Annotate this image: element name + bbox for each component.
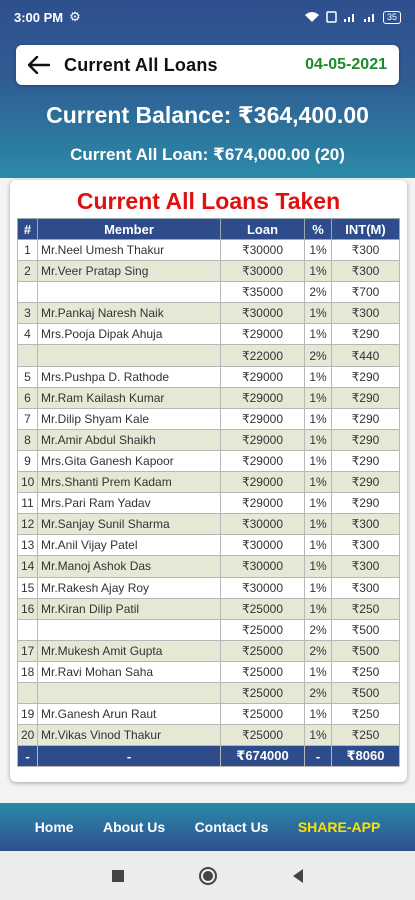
row-num: 20 [18,725,38,746]
interest-rate: 1% [305,303,332,324]
monthly-interest: ₹440 [332,345,400,366]
monthly-interest: ₹300 [332,535,400,556]
row-num: 17 [18,640,38,661]
monthly-interest: ₹500 [332,682,400,703]
loan-amount: ₹30000 [221,240,305,261]
table-row[interactable] [18,324,400,345]
loan-amount: ₹25000 [221,725,305,746]
member-name: Mr.Amir Abdul Shaikh [38,429,221,450]
row-num: 8 [18,429,38,450]
table-row[interactable] [18,514,400,535]
interest-rate: 2% [305,282,332,303]
row-num: 2 [18,261,38,282]
member-name [38,282,221,303]
monthly-interest: ₹250 [332,661,400,682]
loan-amount: ₹30000 [221,514,305,535]
table-row[interactable] [18,261,400,282]
table-row[interactable] [18,682,400,703]
monthly-interest: ₹290 [332,450,400,471]
row-num: 4 [18,324,38,345]
monthly-interest: ₹700 [332,282,400,303]
monthly-interest: ₹500 [332,619,400,640]
nav-share-app[interactable]: SHARE-APP [297,819,381,835]
loan-amount: ₹29000 [221,472,305,493]
interest-rate: 1% [305,240,332,261]
member-name: Mr.Rakesh Ajay Roy [38,577,221,598]
nav-about-us[interactable]: About Us [102,819,166,835]
row-num: 14 [18,556,38,577]
row-num: 1 [18,240,38,261]
loans-card [10,180,407,782]
interest-rate: 1% [305,366,332,387]
loan-amount: ₹25000 [221,619,305,640]
row-num: 12 [18,514,38,535]
table-row[interactable] [18,556,400,577]
monthly-interest: ₹300 [332,514,400,535]
monthly-interest: ₹290 [332,472,400,493]
row-num: 10 [18,472,38,493]
wifi-icon [304,11,320,23]
total-loan: ₹674000 [221,746,305,767]
col-header-percent: % [305,219,332,240]
row-num: 5 [18,366,38,387]
member-name: Mrs.Gita Ganesh Kapoor [38,450,221,471]
table-row[interactable] [18,725,400,746]
monthly-interest: ₹290 [332,408,400,429]
home-circle-icon[interactable] [198,866,218,886]
row-num: 13 [18,535,38,556]
row-num: 9 [18,450,38,471]
member-name: Mr.Veer Pratap Sing [38,261,221,282]
table-row[interactable] [18,661,400,682]
row-num: 6 [18,387,38,408]
current-balance: Current Balance: ₹364,400.00 [46,102,369,128]
signal-icon [343,11,357,23]
interest-rate: 1% [305,577,332,598]
gear-icon: ⚙ [69,9,81,24]
interest-rate: 1% [305,493,332,514]
table-row[interactable] [18,640,400,661]
table-row[interactable] [18,493,400,514]
row-num: 15 [18,577,38,598]
signal-icon-2 [363,11,377,23]
monthly-interest: ₹300 [332,261,400,282]
back-arrow-icon[interactable] [24,50,54,80]
interest-rate: 1% [305,704,332,725]
interest-rate: 1% [305,725,332,746]
loan-amount: ₹30000 [221,535,305,556]
col-header-member: Member [38,219,221,240]
member-name: Mr.Manoj Ashok Das [38,556,221,577]
total-interest: ₹8060 [332,746,400,767]
row-num: 18 [18,661,38,682]
member-name: Mr.Dilip Shyam Kale [38,408,221,429]
interest-rate: 1% [305,408,332,429]
page-title: Current All Loans [64,54,218,75]
col-header-interest: INT(M) [332,219,400,240]
member-name: Mrs.Shanti Prem Kadam [38,472,221,493]
total-member: - [38,746,221,767]
monthly-interest: ₹250 [332,725,400,746]
loan-amount: ₹25000 [221,661,305,682]
interest-rate: 2% [305,682,332,703]
monthly-interest: ₹290 [332,387,400,408]
table-row[interactable] [18,535,400,556]
table-row[interactable] [18,408,400,429]
interest-rate: 1% [305,661,332,682]
loan-amount: ₹25000 [221,682,305,703]
monthly-interest: ₹300 [332,556,400,577]
loan-amount: ₹29000 [221,366,305,387]
table-row[interactable] [18,450,400,471]
total-percent: - [305,746,332,767]
total-row [18,746,400,767]
monthly-interest: ₹300 [332,577,400,598]
member-name [38,345,221,366]
loan-amount: ₹29000 [221,324,305,345]
system-nav-bar [0,851,415,900]
interest-rate: 1% [305,472,332,493]
loan-amount: ₹30000 [221,303,305,324]
table-row[interactable] [18,366,400,387]
row-num: 3 [18,303,38,324]
row-num [18,282,38,303]
interest-rate: 1% [305,556,332,577]
current-all-loan: Current All Loan: ₹674,000.00 (20) [70,145,345,164]
row-num: 7 [18,408,38,429]
member-name: Mr.Mukesh Amit Gupta [38,640,221,661]
monthly-interest: ₹500 [332,640,400,661]
nav-contact-us[interactable]: Contact Us [194,819,269,835]
table-row[interactable] [18,704,400,725]
monthly-interest: ₹290 [332,366,400,387]
sim-icon [326,11,337,23]
table-body [18,240,400,746]
col-header-num: # [18,219,38,240]
table-row[interactable] [18,429,400,450]
member-name [38,682,221,703]
member-name: Mr.Sanjay Sunil Sharma [38,514,221,535]
interest-rate: 2% [305,619,332,640]
interest-rate: 1% [305,514,332,535]
row-num [18,682,38,703]
interest-rate: 2% [305,345,332,366]
loan-amount: ₹30000 [221,577,305,598]
back-triangle-icon[interactable] [288,866,308,886]
member-name: Mrs.Pari Ram Yadav [38,493,221,514]
loan-amount: ₹30000 [221,556,305,577]
title-bar [16,45,399,85]
nav-home[interactable]: Home [34,819,74,835]
table-row[interactable] [18,577,400,598]
interest-rate: 1% [305,450,332,471]
loans-table [17,218,400,767]
table-row[interactable] [18,619,400,640]
member-name: Mr.Ravi Mohan Saha [38,661,221,682]
loan-amount: ₹22000 [221,345,305,366]
interest-rate: 1% [305,598,332,619]
member-name: Mr.Ram Kailash Kumar [38,387,221,408]
monthly-interest: ₹300 [332,303,400,324]
battery-icon: 35 [383,11,401,24]
member-name: Mr.Neel Umesh Thakur [38,240,221,261]
interest-rate: 1% [305,387,332,408]
status-bar [0,0,415,34]
loan-amount: ₹29000 [221,408,305,429]
row-num: 11 [18,493,38,514]
monthly-interest: ₹290 [332,429,400,450]
monthly-interest: ₹250 [332,598,400,619]
row-num [18,619,38,640]
total-num: - [18,746,38,767]
interest-rate: 2% [305,640,332,661]
member-name: Mrs.Pooja Dipak Ahuja [38,324,221,345]
member-name: Mr.Pankaj Naresh Naik [38,303,221,324]
member-name: Mr.Kiran Dilip Patil [38,598,221,619]
card-title: Current All Loans Taken [76,188,341,214]
table-row[interactable] [18,303,400,324]
interest-rate: 1% [305,535,332,556]
loan-amount: ₹29000 [221,429,305,450]
loan-amount: ₹25000 [221,640,305,661]
member-name: Mrs.Pushpa D. Rathode [38,366,221,387]
monthly-interest: ₹300 [332,240,400,261]
bottom-nav [0,803,415,851]
status-icons [304,11,401,24]
loan-amount: ₹25000 [221,704,305,725]
table-row[interactable] [18,387,400,408]
table-row[interactable] [18,472,400,493]
loan-amount: ₹35000 [221,282,305,303]
monthly-interest: ₹290 [332,324,400,345]
status-time: 3:00 PM [14,9,64,25]
col-header-loan: Loan [221,219,305,240]
loan-amount: ₹29000 [221,450,305,471]
loan-amount: ₹29000 [221,493,305,514]
member-name: Mr.Ganesh Arun Raut [38,704,221,725]
loan-amount: ₹30000 [221,261,305,282]
monthly-interest: ₹290 [332,493,400,514]
recents-icon[interactable] [108,866,128,886]
monthly-interest: ₹250 [332,704,400,725]
interest-rate: 1% [305,324,332,345]
table-row[interactable] [18,282,400,303]
row-num [18,345,38,366]
loan-amount: ₹25000 [221,598,305,619]
loan-amount: ₹29000 [221,387,305,408]
interest-rate: 1% [305,429,332,450]
interest-rate: 1% [305,261,332,282]
member-name [38,619,221,640]
table-header-row [18,219,400,240]
date-label: 04-05-2021 [305,56,387,73]
table-row[interactable] [18,240,400,261]
table-row[interactable] [18,598,400,619]
member-name: Mr.Anil Vijay Patel [38,535,221,556]
row-num: 16 [18,598,38,619]
table-row[interactable] [18,345,400,366]
member-name: Mr.Vikas Vinod Thakur [38,725,221,746]
row-num: 19 [18,704,38,725]
